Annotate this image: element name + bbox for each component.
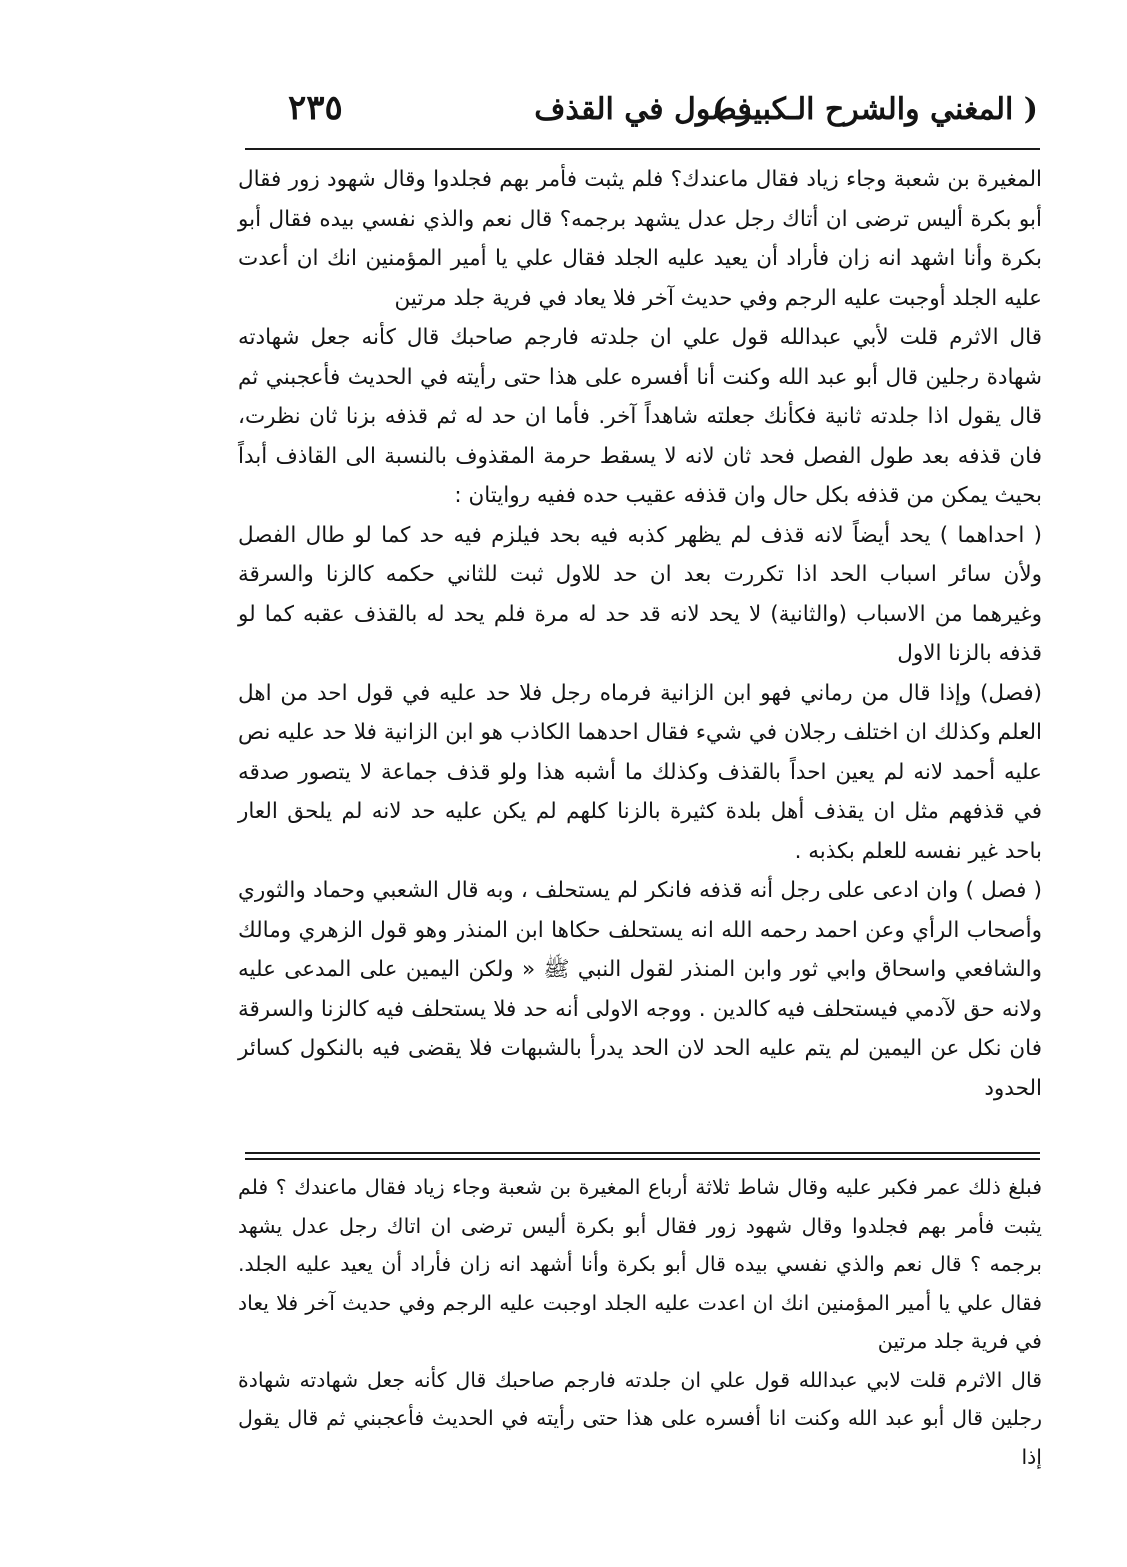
body-paragraph: (فصل) وإذا قال من رماني فهو ابن الزانية فرماه رجل فلا حد عليه في قول احد من اهل العلم وكذلك ان اختلف رجلان في شيء فقال احدهما الكاذب هو ابن الزانية فلا حد عليه نص عليه أحمد لانه لم يعين احداً بالقذف وكذلك ما أشبه هذا ولو قذف جماعة لا يتصور صدقه في قذفهم مثل ان يقذف أهل بلدة كثيرة بالزنا كلهم لم يكن عليه حد لانه لم يلحق العار باحد غير نفسه للعلم بكذبه .: [238, 680, 1042, 864]
footnote-paragraph: فبلغ ذلك عمر فكبر عليه وقال شاط ثلاثة أرباع المغيرة بن شعبة وجاء زياد فقال ماعندك ؟ فلم يثبت فأمر بهم فجلدوا وقال شهود زور فقال أبو بكرة أليس ترضى ان اتاك رجل عدل يشهد برجمه ؟ قال نعم والذي نفسي بيده قال أبو بكرة وأنا أشهد انه زان فأراد أن يعيد عليه الجلد. فقال علي يا أمير المؤمنين انك ان اعدت عليه الجلد اوجبت عليه الرجم وفي حديث آخر فلا يعاد في فرية جلد مرتين: [238, 1175, 1042, 1353]
page-header: [248, 88, 1038, 144]
footnote-rule: [245, 1152, 1040, 1154]
footnote-text: [238, 1168, 1042, 1476]
chapter-title: فصول في القذف: [534, 92, 752, 127]
body-paragraph: ( فصل ) وان ادعى على رجل أنه قذفه فانكر لم يستحلف ، وبه قال الشعبي وحماد والثوري وأصحاب الرأي وعن احمد رحمه الله انه يستحلف حكاها ابن المنذر وهو قول الزهري ومالك والشافعي واسحاق وابي ثور وابن المنذر لقول النبي ﷺ « ولكن اليمين على المدعى عليه ولانه حق لآدمي فيستحلف فيه كالدين . ووجه الاولى أنه حد فلا يستحلف فيه كالزنا والسرقة فان نكل عن اليمين لم يتم عليه الحد لان الحد يدرأ بالشبهات فلا يقضى فيه بالنكول كسائر الحدود: [238, 878, 1042, 1101]
main-text: [238, 160, 1042, 1108]
body-paragraph: قال الاثرم قلت لأبي عبدالله قول علي ان جلدته فارجم صاحبك قال كأنه جعل شهادته شهادة رجلين قال أبو عبد الله وكنت أنا أفسره على هذا حتى رأيته في الحديث فأعجبني ثم قال يقول اذا جلدته ثانية فكأنك جعلته شاهداً آخر. فأما ان حد له ثم قذفه بزنا ثان نظرت، فان قذفه بعد طول الفصل فحد ثان لانه لا يسقط حرمة المقذوف بالنسبة الى القاذف أبداً بحيث يمكن من قذفه بكل حال وان قذفه عقيب حده ففيه روايتان :: [238, 325, 1042, 508]
header-rule: [245, 148, 1040, 150]
body-paragraph: المغيرة بن شعبة وجاء زياد فقال ماعندك؟ فلم يثبت فأمر بهم فجلدوا وقال شهود زور فقال أبو بكرة أليس ترضى ان أتاك رجل عدل يشهد برجمه؟ قال نعم والذي نفسي بيده فقال أبو بكرة وأنا اشهد انه زان فأراد أن يعيد عليه الجلد فقال علي يا أمير المؤمنين انك ان أعدت عليه الجلد أوجبت عليه الرجم وفي حديث آخر فلا يعاد في فرية جلد مرتين: [238, 167, 1042, 311]
body-paragraph: ( احداهما ) يحد أيضاً لانه قذف لم يظهر كذبه فيه بحد فيلزم فيه حد كما لو طال الفصل ولأن سائر اسباب الحد اذا تكررت بعد ان حد للاول ثبت للثاني حكمه كالزنا والسرقة وغيرهما من الاسباب (والثانية) لا يحد لانه قد حد له مرة فلم يحد له بالقذف عقبه كما لو قذفه بالزنا الاول: [238, 522, 1042, 666]
footnote-paragraph: قال الاثرم قلت لابي عبدالله قول علي ان جلدته فارجم صاحبك قال كأنه جعل شهادته شهادة رجلين قال أبو عبد الله وكنت انا أفسره على هذا حتى رأيته في الحديث فأعجبني ثم قال يقول إذا: [238, 1367, 1042, 1469]
page-number: ٢٣٥: [288, 88, 343, 128]
footnote-rule-double: [245, 1158, 1040, 1160]
book-title: ( المغني والشرح الـكبير ): [712, 92, 1038, 127]
